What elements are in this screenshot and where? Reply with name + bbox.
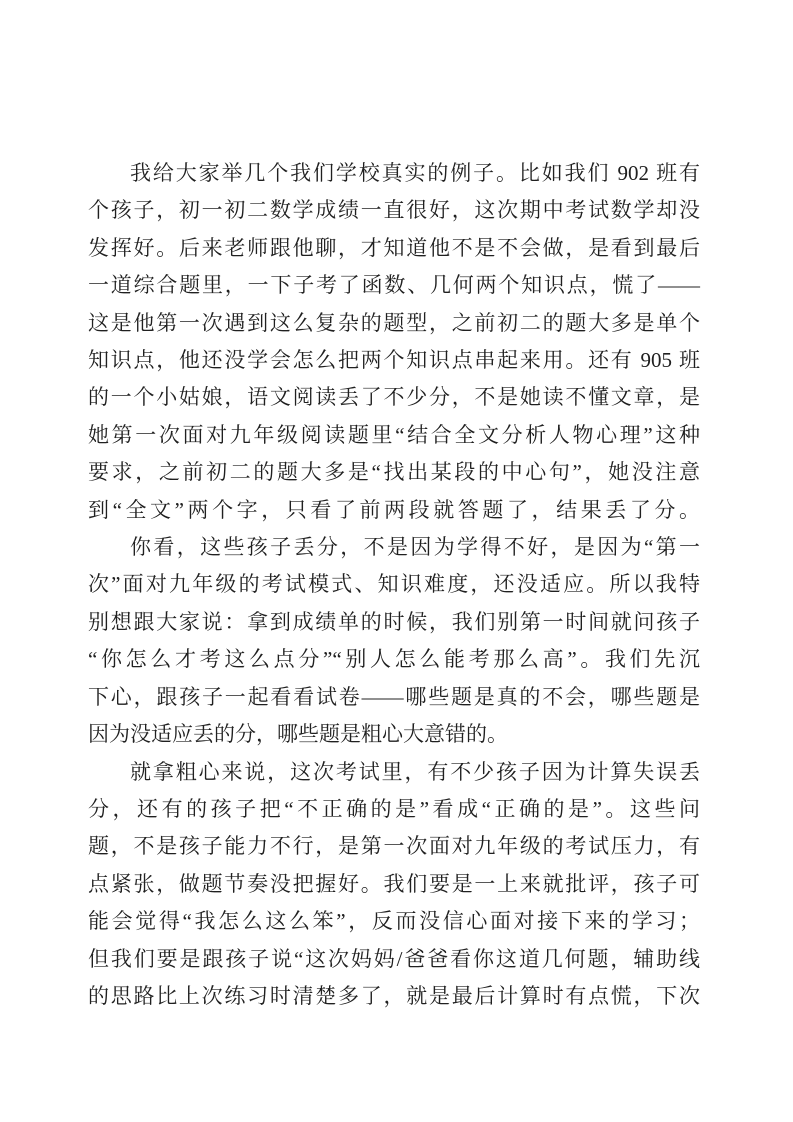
paragraph xyxy=(88,155,700,529)
text-line: 一道综合题里，一下子考了函数、几何两个知识点，慌了—— xyxy=(88,273,700,298)
text-line: 我给大家举几个我们学校真实的例子。比如我们 902 班有 xyxy=(130,161,700,185)
text-line: “你怎么才考这么点分”“别人怎么能考那么高”。我们先沉 xyxy=(88,647,700,672)
text-line: 这是他第一次遇到这么复杂的题型，之前初二的题大多是单个 xyxy=(88,310,700,335)
text-line: 她第一次面对九年级阅读题里“结合全文分析人物心理”这种 xyxy=(88,422,700,447)
paragraph xyxy=(88,754,700,1016)
text-line: 但我们要是跟孩子说“这次妈妈/爸爸看你这道几何题，辅助线 xyxy=(88,946,700,971)
text-line: 到“全文”两个字，只看了前两段就答题了，结果丢了分。 xyxy=(88,497,700,522)
text-line: 下心，跟孩子一起看看试卷——哪些题是真的不会，哪些题是 xyxy=(88,684,700,709)
text-line: 次”面对九年级的考试模式、知识难度，还没适应。所以我特 xyxy=(88,572,700,597)
text-line: 因为没适应丢的分，哪些题是粗心大意错的。 xyxy=(88,722,508,747)
text-line: 发挥好。后来老师跟他聊，才知道他不是不会做，是看到最后 xyxy=(88,235,700,260)
text-line: 分，还有的孩子把“不正确的是”看成“正确的是”。这些问 xyxy=(88,796,700,821)
text-line: 个孩子，初一初二数学成绩一直很好，这次期中考试数学却没 xyxy=(88,198,700,223)
text-line: 要求，之前初二的题大多是“找出某段的中心句”，她没注意 xyxy=(88,460,700,485)
document-text xyxy=(88,155,700,1015)
text-line: 别想跟大家说：拿到成绩单的时候，我们别第一时间就问孩子 xyxy=(88,609,700,634)
text-line: 的思路比上次练习时清楚多了，就是最后计算时有点慌，下次 xyxy=(88,983,700,1008)
text-line: 点紧张，做题节奏没把握好。我们要是一上来就批评，孩子可 xyxy=(88,871,700,896)
text-line: 题，不是孩子能力不行，是第一次面对九年级的考试压力，有 xyxy=(88,834,700,859)
text-line: 能会觉得“我怎么这么笨”，反而没信心面对接下来的学习； xyxy=(88,909,700,934)
text-line: 知识点，他还没学会怎么把两个知识点串起来用。还有 905 班 xyxy=(88,348,700,373)
text-line: 就拿粗心来说，这次考试里，有不少孩子因为计算失误丢 xyxy=(130,759,700,784)
paragraph xyxy=(88,529,700,753)
text-line: 的一个小姑娘，语文阅读丢了不少分，不是她读不懂文章，是 xyxy=(88,385,700,410)
text-line: 你看，这些孩子丢分，不是因为学得不好，是因为“第一 xyxy=(130,535,700,560)
